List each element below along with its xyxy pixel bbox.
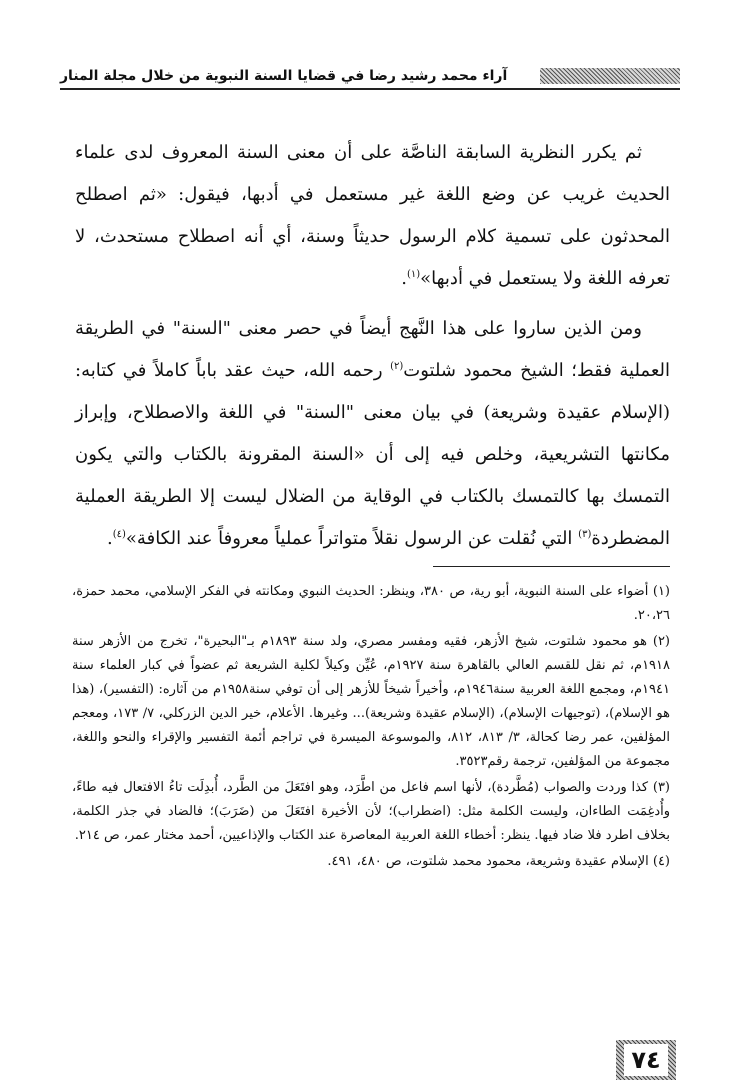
- footnote-divider: [433, 566, 670, 567]
- header-ornament: [540, 68, 680, 84]
- footnote-ref[interactable]: (١): [406, 269, 421, 280]
- paragraph-text: التي نُقلت عن الرسول نقلاً متواتراً عملياً معروفاً عند الكافة»: [125, 528, 579, 549]
- footnote-ref[interactable]: (٣): [578, 529, 592, 540]
- paragraph-tail: .: [107, 528, 113, 549]
- footnote-ref[interactable]: (٢): [390, 361, 404, 372]
- paragraph-1: [75, 132, 670, 300]
- footnotes: [72, 580, 670, 876]
- paragraph-text: رحمه الله، حيث عقد باباً كاملاً في كتابه: (الإسلام عقيدة وشريعة) في بيان معنى "السنة" في اللغة والاصطلاح، وإبراز مكانتها التشريعية، وخلص فيه إلى أن «السنة المقرونة بالكتاب والتي يكون التمسك بها كالتمسك بالكتاب في الوقاية من الضلال ليست إلا الطريقة العملية المضطردة: [75, 360, 670, 549]
- body-text: [75, 132, 670, 560]
- footnote-4: (٤) الإسلام عقيدة وشريعة، محمود محمد شلتوت، ص ٤٨٠، ٤٩١.: [327, 854, 670, 869]
- paragraph-2: [75, 308, 670, 560]
- footnote-3: (٣) كذا وردت والصواب (مُطَّردة)، لأنها اسم فاعل من اطَّرَد، وهو افتَعَلَ من الطَّرد، أُبدِلَت تاءُ الافتعال فيه طاءً، وأُدغِمَت الطاءان، وليست الكلمة مثل: (اضطراب)؛ لأن الأخيرة افتَعَلَ من (ضَرَبَ)؛ فالضاد في جذر الكلمة، بخلاف اطرد فلا ضاد فيها. ينظر: أخطاء اللغة العربية المعاصرة عند الكتاب والإذاعيين، أحمد مختار عمر، ص ٢١٤.: [72, 780, 670, 843]
- footnote-ref[interactable]: (٤): [112, 529, 126, 540]
- paragraph-text: ثم يكرر النظرية السابقة الناصَّة على أن معنى السنة المعروف لدى علماء الحديث غريب عن وضع اللغة غير مستعمل في أدبها، فيقول: «ثم اصطلح المحدثون على تسمية كلام الرسول حديثاً وسنة، أي أنه اصطلاح مستحدث، لا تعرفه اللغة ولا يستعمل في أدبها»: [75, 142, 670, 289]
- page-number: ٧٤: [624, 1044, 668, 1076]
- paragraph-tail: .: [401, 268, 407, 289]
- footnote-1: (١) أضواء على السنة النبوية، أبو رية، ص ٣٨٠، وينظر: الحديث النبوي ومكانته في الفكر الإسلامي، محمد حمزة، ٢٠،٢٦.: [72, 584, 670, 623]
- page-number-box: [616, 1040, 676, 1080]
- header-title: آراء محمد رشيد رضا في قضايا السنة النبوية من خلال مجلة المنار: [60, 68, 508, 84]
- running-header: [60, 66, 680, 90]
- paragraph-text: ومن الذين ساروا على هذا النَّهج أيضاً في حصر معنى "السنة" في الطريقة العملية فقط؛ الشيخ محمود شلتوت: [75, 318, 670, 381]
- footnote-2: (٢) هو محمود شلتوت، شيخ الأزهر، فقيه ومفسر مصري، ولد سنة ١٨٩٣م بـ"البحيرة"، تخرج من الأزهر سنة ١٩١٨م، ثم نقل للقسم العالي بالقاهرة سنة ١٩٢٧م، عُيِّن وكيلاً لكلية الشريعة ثم عضواً في كبار العلماء سنة ١٩٤١م، ومجمع اللغة العربية سنة١٩٤٦م، وأخيراً شيخاً للأزهر إلى أن توفي سنة١٩٥٨م من آثاره: (التفسير)، (هذا هو الإسلام)، (توجيهات الإسلام)، (الإسلام عقيدة وشريعة)... وغيرها. الأعلام، خير الدين الزركلي، ٧/ ١٧٣، ومعجم المؤلفين، عمر رضا كحالة، ٣/ ٨١٣، ٨١٢، والموسوعة الميسرة في تراجم أئمة التفسير والإقراء والنحو واللغة، مجموعة من المؤلفين، ترجمة رقم٣٥٢٣.: [72, 634, 671, 769]
